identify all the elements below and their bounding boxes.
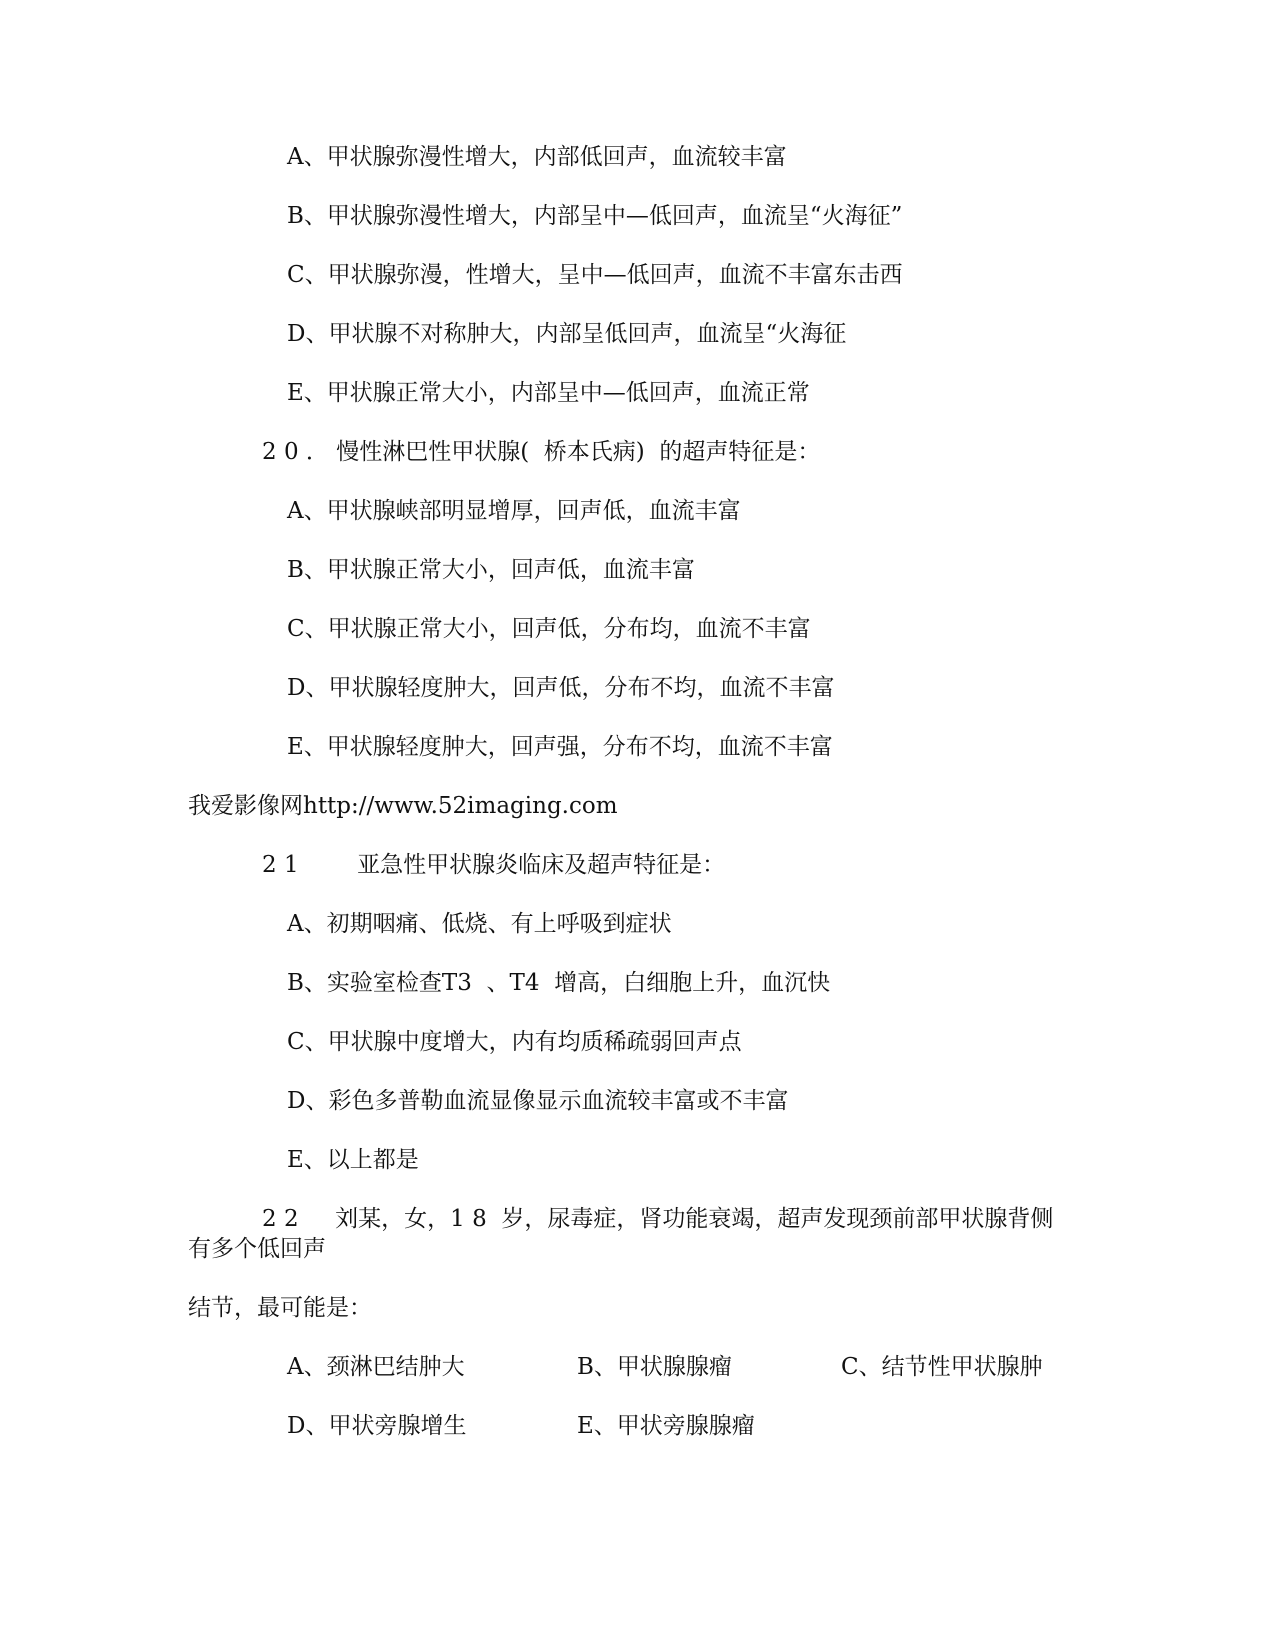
q20-option-c: C、甲状腺正常大小，回声低，分布均，血流不丰富 <box>287 616 811 642</box>
q22-question-line1: 2 2 刘某，女，1 8 岁，尿毒症，肾功能衰竭，超声发现颈前部甲状腺背侧 <box>262 1206 1054 1232</box>
site-note: 我爱影像网http://www.52imaging.com <box>188 793 618 819</box>
q21-option-c: C、甲状腺中度增大，内有均质稀疏弱回声点 <box>287 1029 742 1055</box>
q22-option-e: E、甲状旁腺腺瘤 <box>577 1413 755 1439</box>
q20-option-e: E、甲状腺轻度肿大，回声强，分布不均，血流不丰富 <box>287 734 833 760</box>
q20-question: 2 0 ． 慢性淋巴性甲状腺( 桥本氏病) 的超声特征是： <box>262 439 821 465</box>
q21-option-d: D、彩色多普勒血流显像显示血流较丰富或不丰富 <box>287 1088 789 1114</box>
q20-option-d: D、甲状腺轻度肿大，回声低，分布不均，血流不丰富 <box>287 675 835 701</box>
q22-option-a: A、颈淋巴结肿大 <box>287 1354 465 1380</box>
q22-option-d: D、甲状旁腺增生 <box>287 1413 467 1439</box>
q19-option-e: E、甲状腺正常大小，内部呈中—低回声，血流正常 <box>287 380 810 406</box>
q22-option-b: B、甲状腺腺瘤 <box>577 1354 732 1380</box>
q21-option-a: A、初期咽痛、低烧、有上呼吸到症状 <box>287 911 672 937</box>
q22-option-c: C、结节性甲状腺肿 <box>841 1354 1043 1380</box>
q19-option-a: A、甲状腺弥漫性增大，内部低回声，血流较丰富 <box>287 144 787 170</box>
q19-option-d: D、甲状腺不对称肿大，内部呈低回声，血流呈“火海征 <box>287 321 847 347</box>
q21-option-e: E、以上都是 <box>287 1147 419 1173</box>
q20-option-a: A、甲状腺峡部明显增厚，回声低，血流丰富 <box>287 498 741 524</box>
q19-option-b: B、甲状腺弥漫性增大，内部呈中—低回声，血流呈“火海征” <box>287 203 903 229</box>
q19-option-c: C、甲状腺弥漫，性增大，呈中—低回声，血流不丰富东击西 <box>287 262 903 288</box>
q20-option-b: B、甲状腺正常大小，回声低，血流丰富 <box>287 557 695 583</box>
q21-question: 2 1 亚急性甲状腺炎临床及超声特征是： <box>262 852 726 878</box>
q22-question-line3: 结节，最可能是： <box>188 1295 372 1321</box>
q21-option-b: B、实验室检查T3 、T4 增高，白细胞上升，血沉快 <box>287 970 831 996</box>
q22-question-line2: 有多个低回声 <box>188 1236 326 1262</box>
